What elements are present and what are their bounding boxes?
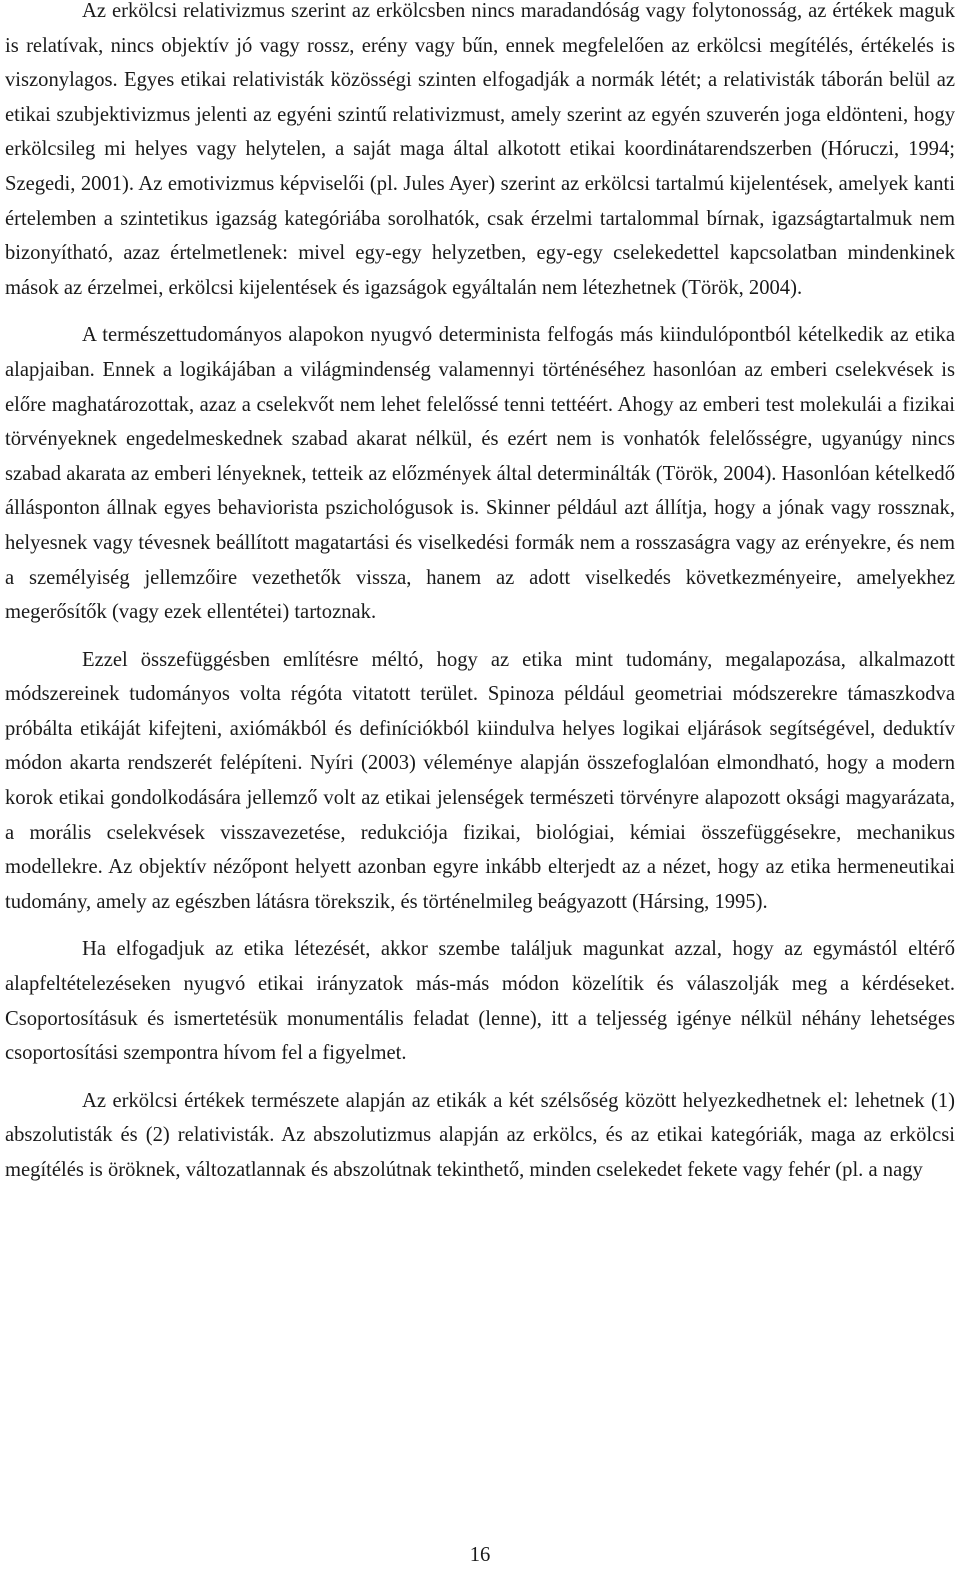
paragraph: Ezzel összefüggésben említésre méltó, hogy az etika mint tudomány, megalapozása, alkalmazott módszereinek tudományos volta régóta vitatott terület. Spinoza például geometriai módszerekre támaszkodva próbálta etikáját kifejteni, axiómákból és definíciókból kiindulva helyes logikai eljárások segítségével, deduktív módon akarta rendszerét felépíteni. Nyíri (2003) véleménye alapján összefoglalóan elmondható, hogy a modern korok etikai gondolkodására jellemző volt az etikai jelenségek természeti törvényre alapozott oksági magyarázata, a morális cselekvések visszavezetése, redukciója fizikai, biológiai, kémiai összefüggésekre, mechanikus modellekre. Az objektív nézőpont helyett azonban egyre inkább elterjedt az a nézet, hogy az etika hermeneutikai tudomány, amely az egészben látásra törekszik, és történelmileg beágyazott (Hársing, 1995). [5, 648, 955, 913]
paragraph: A természettudományos alapokon nyugvó determinista felfogás más kiindulópontból kételkedik az etika alapjaiban. Ennek a logikájában a világmindenség valamennyi történéséhez hasonlóan az emberi cselekvések is előre maghatározottak, azaz a cselekvőt nem lehet felelőssé tenni tettéért. Ahogy az emberi test molekulái a fizikai törvényeknek engedelmeskednek szabad akarat nélkül, és ezért nem is vonhatók felelősségre, ugyanúgy nincs szabad akarata az emberi lényeknek, tetteik az előzmények által determinálták (Török, 2004). Hasonlóan kételkedő állásponton állnak egyes behaviorista pszichológusok is. Skinner például azt állítja, hogy a jónak vagy rossznak, helyesnek vagy tévesnek beállított magatartási és viselkedési formák nem a rosszaságra vagy az erényekre, és nem a személyiség jellemzőire vezethetők vissza, hanem az adott viselkedés következményeire, amelyekhez megerősítők (vagy ezek ellentétei) tartoznak. [5, 324, 955, 624]
paragraph: Az erkölcsi relativizmus szerint az erkölcsben nincs maradandóság vagy folytonosság, az értékek maguk is relatívak, nincs objektív jó vagy rossz, erény vagy bűn, ennek megfelelően az erkölcsi megítélés, értékelés is viszonylagos. Egyes etikai relativisták közösségi szinten elfogadják a normák létét; a relativisták táborán belül az etikai szubjektivizmus jelenti az egyéni szintű relativizmust, amely szerint az egyén szuverén joga eldönteni, hogy erkölcsileg mi helyes vagy helytelen, a saját maga által alkotott etikai koordinátarendszerben (Hóruczi, 1994; Szegedi, 2001). Az emotivizmus képviselői (pl. Jules Ayer) szerint az erkölcsi tartalmú kijelentések, amelyek kanti értelemben a szintetikus igazság kategóriába sorolhatók, csak érzelmi tartalommal bírnak, igazságtartalmuk nem bizonyítható, azaz értelmetlenek: mivel egy-egy helyzetben, egy-egy cselekedettel kapcsolatban mindenkinek mások az érzelmei, erkölcsi kijelentések és igazságok egyáltalán nem létezhetnek (Török, 2004). [5, 0, 955, 299]
page-number: 16 [469, 1544, 491, 1566]
paragraph: Ha elfogadjuk az etika létezését, akkor szembe találjuk magunkat azzal, hogy az egymástól eltérő alapfeltételezéseken nyugvó etikai irányzatok más-más módon közelítik és válaszolják meg a kérdéseket. Csoportosításuk és ismertetésük monumentális feladat (lenne), itt a teljesség igénye nélkül néhány lehetséges csoportosítási szempontra hívom fel a figyelmet. [5, 938, 955, 1065]
paragraph: Az erkölcsi értékek természete alapján az etikák a két szélsőség között helyezkedhetnek el: lehetnek (1) abszolutisták és (2) relativisták. Az abszolutizmus alapján az erkölcs, és az etikai kategóriák, maga az erkölcsi megítélés is öröknek, változatlannak és abszolútnak tekinthető, minden cselekedet fekete vagy fehér (pl. a nagy [5, 1089, 955, 1181]
document-page [5, 0, 955, 1188]
